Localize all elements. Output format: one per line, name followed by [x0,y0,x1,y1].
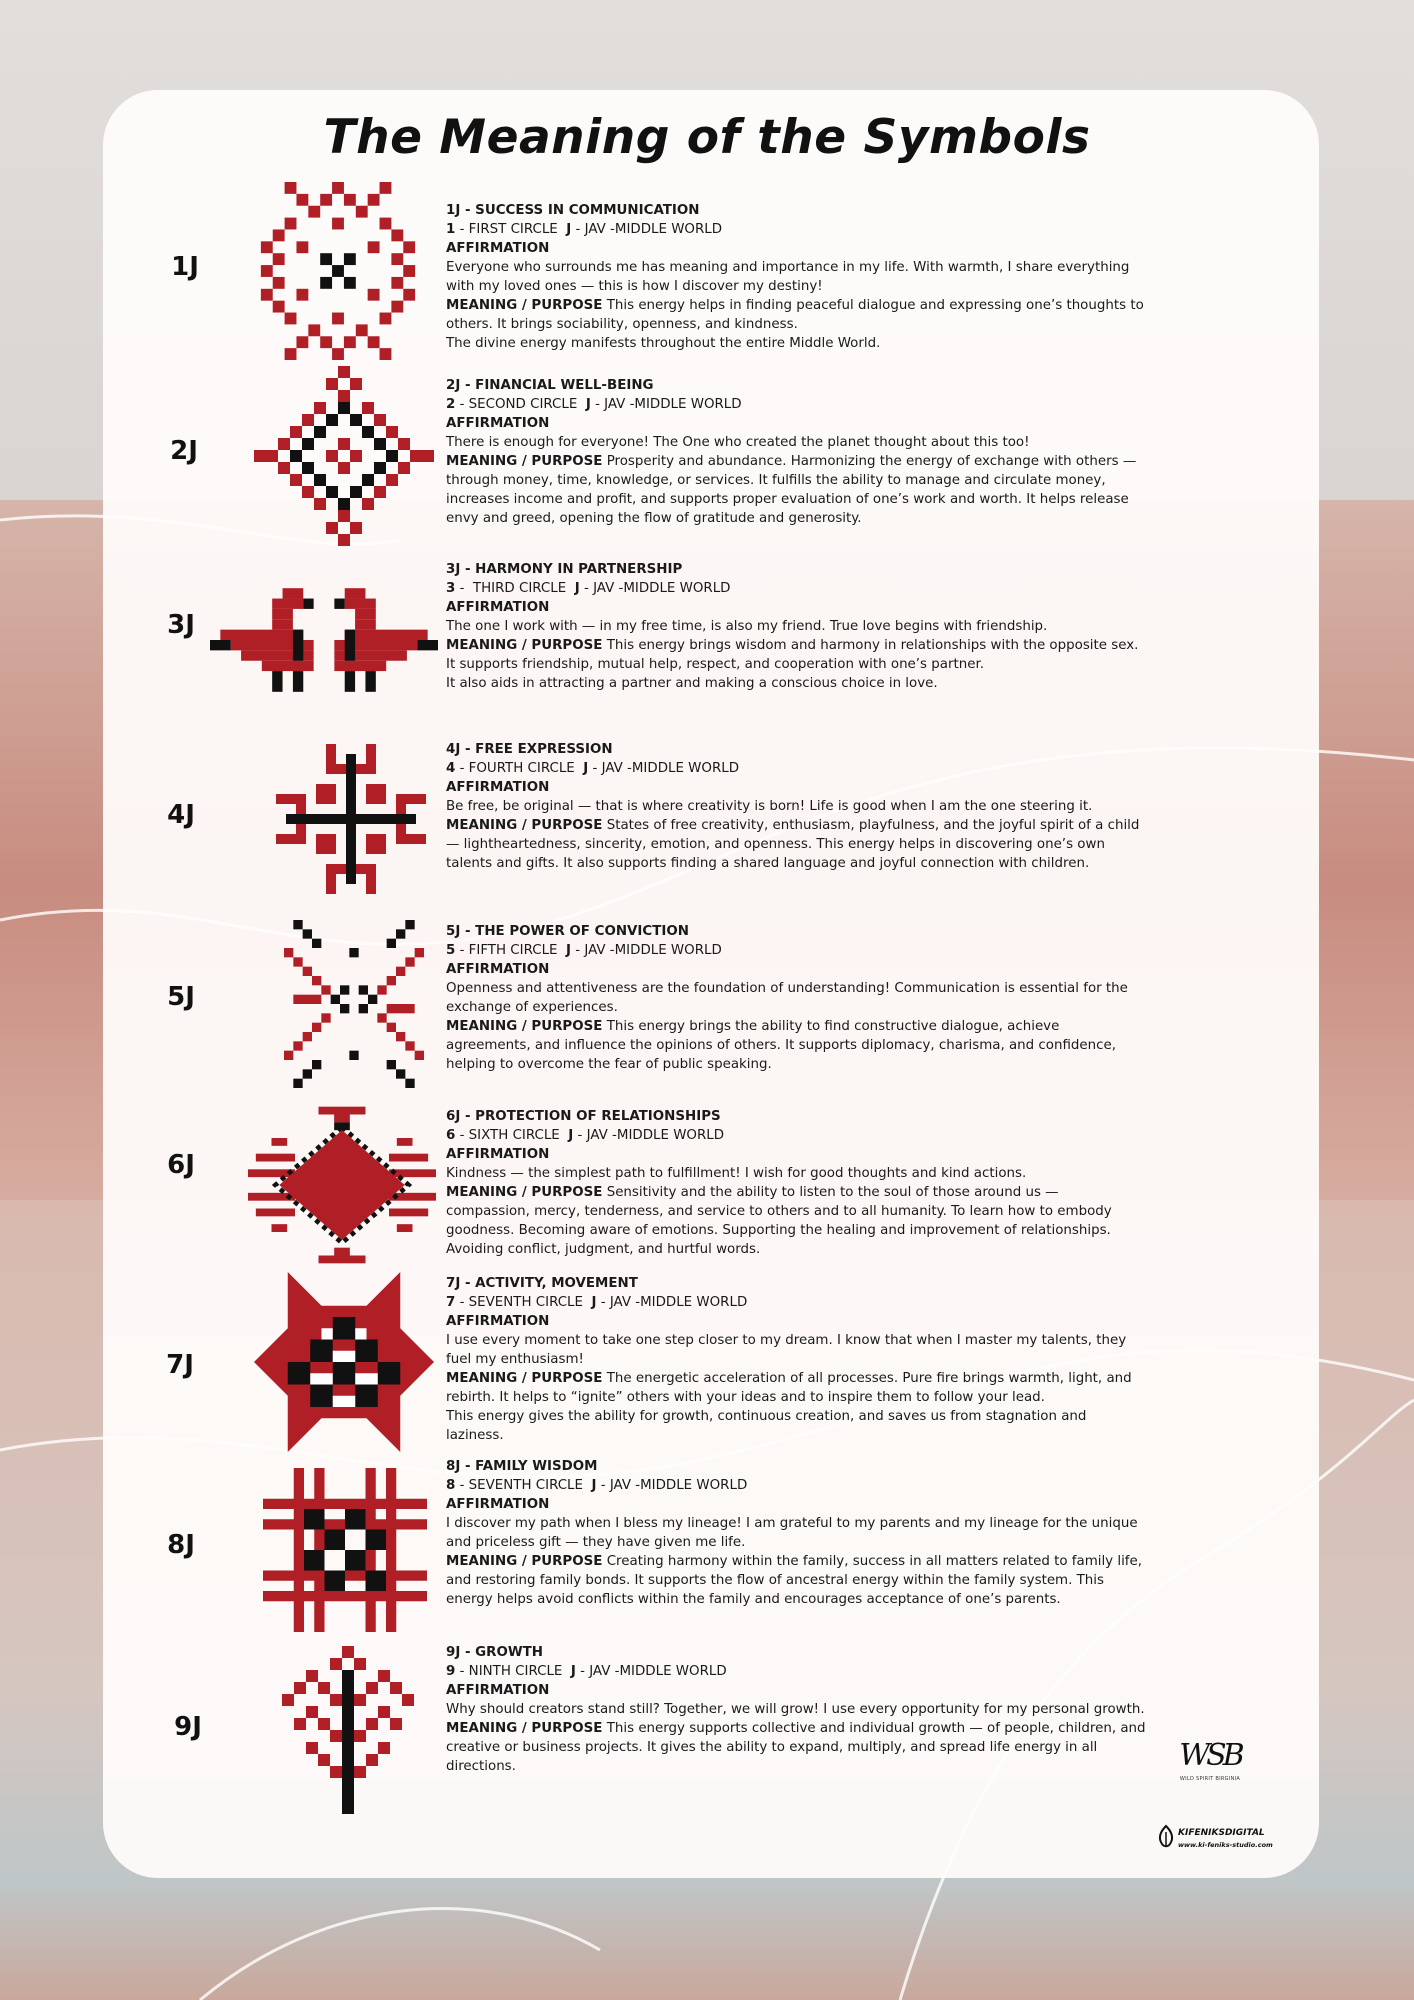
affirmation-text: I discover my path when I bless my lineage! I am grateful to my parents and my lineage for the unique and priceless gift — they have given me life. [446,1516,1138,1550]
meaning-text: This energy supports collective and individual growth — of people, children, and creative or business projects. It gives the ability to expand, multiply, and spread life energy in all directions. [446,1721,1146,1774]
affirmation-text: I use every moment to take one step closer to my dream. I know that when I master my talents, they fuel my enthusiasm! [446,1333,1127,1367]
symbol-9j-tree-icon [282,1646,414,1814]
monogram-caption: WILD SPIRIT BIRGINIA [1179,1776,1241,1782]
symbol-heading: 4J - FREE EXPRESSION [446,742,613,757]
symbol-label: 6J [167,1150,195,1180]
symbol-description: 6J - PROTECTION OF RELATIONSHIPS 6 - SIXTH CIRCLE J - JAV -MIDDLE WORLD AFFIRMATION Kindness — the simplest path to fulfillment! I wish for good thoughts and kind actions. MEANING / PURPOSE Sensitivity and the ability to listen to the soul of those around us — compassion, mercy, tenderness, and service to others and to all humanity. To learn how to embody goodness. Becoming aware of emotions. Supporting the healing and improvement of relationships. Avoiding conflict, judgment, and hurtful words. [446,1107,1146,1259]
symbol-2j-icon [254,366,434,546]
symbol-heading: 6J - PROTECTION OF RELATIONSHIPS [446,1109,721,1124]
symbol-5j-icon [284,920,424,1088]
brand-url: www.ki-feniks-studio.com [1178,1841,1273,1849]
symbol-description: 8J - FAMILY WISDOM 8 - SEVENTH CIRCLE J - JAV -MIDDLE WORLD AFFIRMATION I discover my path when I bless my lineage! I am grateful to my parents and my lineage for the unique and priceless gift — they have given me life. MEANING / PURPOSE Creating harmony within the family, success in all matters related to family life, and restoring family bonds. It supports the flow of ancestral energy within the family system. This energy helps avoid conflicts within the family and encourages acceptance of one’s parents. [446,1457,1146,1609]
symbol-description: 9J - GROWTH 9 - NINTH CIRCLE J - JAV -MIDDLE WORLD AFFIRMATION Why should creators stand still? Together, we will grow! I use every opportunity for my personal growth. MEANING / PURPOSE This energy supports collective and individual growth — of people, children, and creative or business projects. It gives the ability to expand, multiply, and spread life energy in all directions. [446,1645,1146,1774]
meaning-text: The energetic acceleration of all processes. Pure fire brings warmth, light, and rebirth. It helps to “ignite” others with your ideas and to inspire them to follow your lead. This energy gives the ability for growth, continuous creation, and saves us from stagnation and laziness. [446,1371,1132,1443]
symbol-description: 1J - SUCCESS IN COMMUNICATION 1 - FIRST CIRCLE J - JAV -MIDDLE WORLD AFFIRMATION Everyone who surrounds me has meaning and importance in my life. With warmth, I share everything with my loved ones — this is how I discover my destiny! MEANING / PURPOSE This energy helps in finding peaceful dialogue and expressing one’s thoughts to others. It brings sociability, openness, and kindness. The divine energy manifests throughout the entire Middle World. [446,201,1146,353]
affirmation-text: Be free, be original — that is where creativity is born! Life is good when I am the one steering it. [446,799,1093,814]
symbol-heading: 1J - SUCCESS IN COMMUNICATION [446,203,700,218]
meaning-text: States of free creativity, enthusiasm, playfulness, and the joyful spirit of a child — lightheartedness, sincerity, emotion, and openness. This energy helps in discovering one’s own talents and gifts. It also supports finding a shared language and joyful connection with children. [446,818,1140,871]
symbol-heading: 8J - FAMILY WISDOM [446,1459,598,1474]
symbol-description: 5J - THE POWER OF CONVICTION 5 - FIFTH CIRCLE J - JAV -MIDDLE WORLD AFFIRMATION Openness and attentiveness are the foundation of understanding! Communication is essential for the exchange of experiences. MEANING / PURPOSE This energy brings the ability to find constructive dialogue, achieve agreements, and influence the opinions of others. It supports diplomacy, charisma, and confidence, helping to overcome the fear of public speaking. [446,922,1146,1074]
affirmation-text: Openness and attentiveness are the foundation of understanding! Communication is essential for the exchange of experiences. [446,981,1128,1015]
symbol-heading: 5J - THE POWER OF CONVICTION [446,924,689,939]
symbol-description: 7J - ACTIVITY, MOVEMENT 7 - SEVENTH CIRCLE J - JAV -MIDDLE WORLD AFFIRMATION I use every moment to take one step closer to my dream. I know that when I master my talents, they fuel my enthusiasm! MEANING / PURPOSE The energetic acceleration of all processes. Pure fire brings warmth, light, and rebirth. It helps to “ignite” others with your ideas and to inspire them to follow your lead. This energy gives the ability for growth, continuous creation, and saves us from stagnation and laziness. [446,1274,1146,1445]
symbol-label: 8J [167,1530,195,1560]
wsb-monogram-logo [1165,1736,1255,1806]
symbol-label: 9J [174,1712,202,1742]
symbol-heading: 9J - GROWTH [446,1645,543,1660]
affirmation-text: Why should creators stand still? Together, we will grow! I use every opportunity for my personal growth. [446,1702,1145,1717]
meaning-text: This energy brings wisdom and harmony in relationships with the opposite sex. It supports friendship, mutual help, respect, and cooperation with one’s partner. It also aids in attracting a partner and making a conscious choice in love. [446,638,1139,691]
symbol-7j-icon [252,1272,436,1452]
symbol-heading: 7J - ACTIVITY, MOVEMENT [446,1276,638,1291]
symbol-heading: 2J - FINANCIAL WELL-BEING [446,378,654,393]
meaning-text: Sensitivity and the ability to listen to the soul of those around us — compassion, mercy, tenderness, and service to others and to all humanity. To learn how to embody goodness. Becoming aware of emotions. Supporting the healing and improvement of relationships. Avoiding conflict, judgment, and hurtful words. [446,1185,1112,1257]
symbol-label: 5J [167,982,195,1012]
symbol-6j-icon [248,1106,436,1264]
kifeniks-brand-logo [1152,1822,1282,1854]
symbol-3j-birds-icon [210,588,438,692]
meaning-text: Creating harmony within the family, success in all matters related to family life, and restoring family bonds. It supports the flow of ancestral energy within the family system. This energy helps avoid conflicts within the family and encourages acceptance of one’s parents. [446,1554,1143,1607]
meaning-text: Prosperity and abundance. Harmonizing the energy of exchange with others — through money, time, knowledge, or services. It fulfills the ability to manage and circulate money, increases income and profit, and supports proper evaluation of one’s work and worth. It helps release envy and greed, opening the flow of gratitude and generosity. [446,454,1137,526]
symbol-description: 2J - FINANCIAL WELL-BEING 2 - SECOND CIRCLE J - JAV -MIDDLE WORLD AFFIRMATION There is enough for everyone! The One who created the planet thought about this too! MEANING / PURPOSE Prosperity and abundance. Harmonizing the energy of exchange with others — through money, time, knowledge, or services. It fulfills the ability to manage and circulate money, increases income and profit, and supports proper evaluation of one’s work and worth. It helps release envy and greed, opening the flow of gratitude and generosity. [446,376,1146,528]
phoenix-icon [1154,1824,1178,1850]
symbol-label: 3J [167,610,195,640]
symbol-4j-icon [276,744,426,894]
brand-name: KIFENIKSDIGITAL [1178,1828,1265,1838]
symbol-1j-icon [260,182,416,360]
meaning-text: This energy brings the ability to find constructive dialogue, achieve agreements, and influence the opinions of others. It supports diplomacy, charisma, and confidence, helping to overcome the fear of public speaking. [446,1019,1116,1072]
meaning-text: This energy helps in finding peaceful dialogue and expressing one’s thoughts to others. It brings sociability, openness, and kindness. The divine energy manifests throughout the entire Middle World. [446,298,1144,351]
affirmation-text: Kindness — the simplest path to fulfillment! I wish for good thoughts and kind actions. [446,1166,1027,1181]
symbol-label: 4J [167,800,195,830]
symbol-8j-icon [262,1468,428,1632]
symbol-heading: 3J - HARMONY IN PARTNERSHIP [446,562,683,577]
symbol-label: 2J [170,436,198,466]
symbol-label: 7J [166,1350,194,1380]
monogram-letters: WSB [1179,1738,1241,1773]
page-title: The Meaning of the Symbols [323,110,1091,165]
affirmation-text: Everyone who surrounds me has meaning and importance in my life. With warmth, I share everything with my loved ones — this is how I discover my destiny! [446,260,1130,294]
affirmation-text: The one I work with — in my free time, is also my friend. True love begins with friendship. [446,619,1048,634]
symbol-label: 1J [171,252,199,282]
affirmation-text: There is enough for everyone! The One who created the planet thought about this too! [446,435,1030,450]
symbol-description: 4J - FREE EXPRESSION 4 - FOURTH CIRCLE J - JAV -MIDDLE WORLD AFFIRMATION Be free, be original — that is where creativity is born! Life is good when I am the one steering it. MEANING / PURPOSE States of free creativity, enthusiasm, playfulness, and the joyful spirit of a child — lightheartedness, sincerity, emotion, and openness. This energy helps in discovering one’s own talents and gifts. It also supports finding a shared language and joyful connection with children. [446,740,1146,873]
symbol-description: 3J - HARMONY IN PARTNERSHIP 3 - THIRD CIRCLE J - JAV -MIDDLE WORLD AFFIRMATION The one I work with — in my free time, is also my friend. True love begins with friendship. MEANING / PURPOSE This energy brings wisdom and harmony in relationships with the opposite sex. It supports friendship, mutual help, respect, and cooperation with one’s partner. It also aids in attracting a partner and making a conscious choice in love. [446,560,1146,693]
